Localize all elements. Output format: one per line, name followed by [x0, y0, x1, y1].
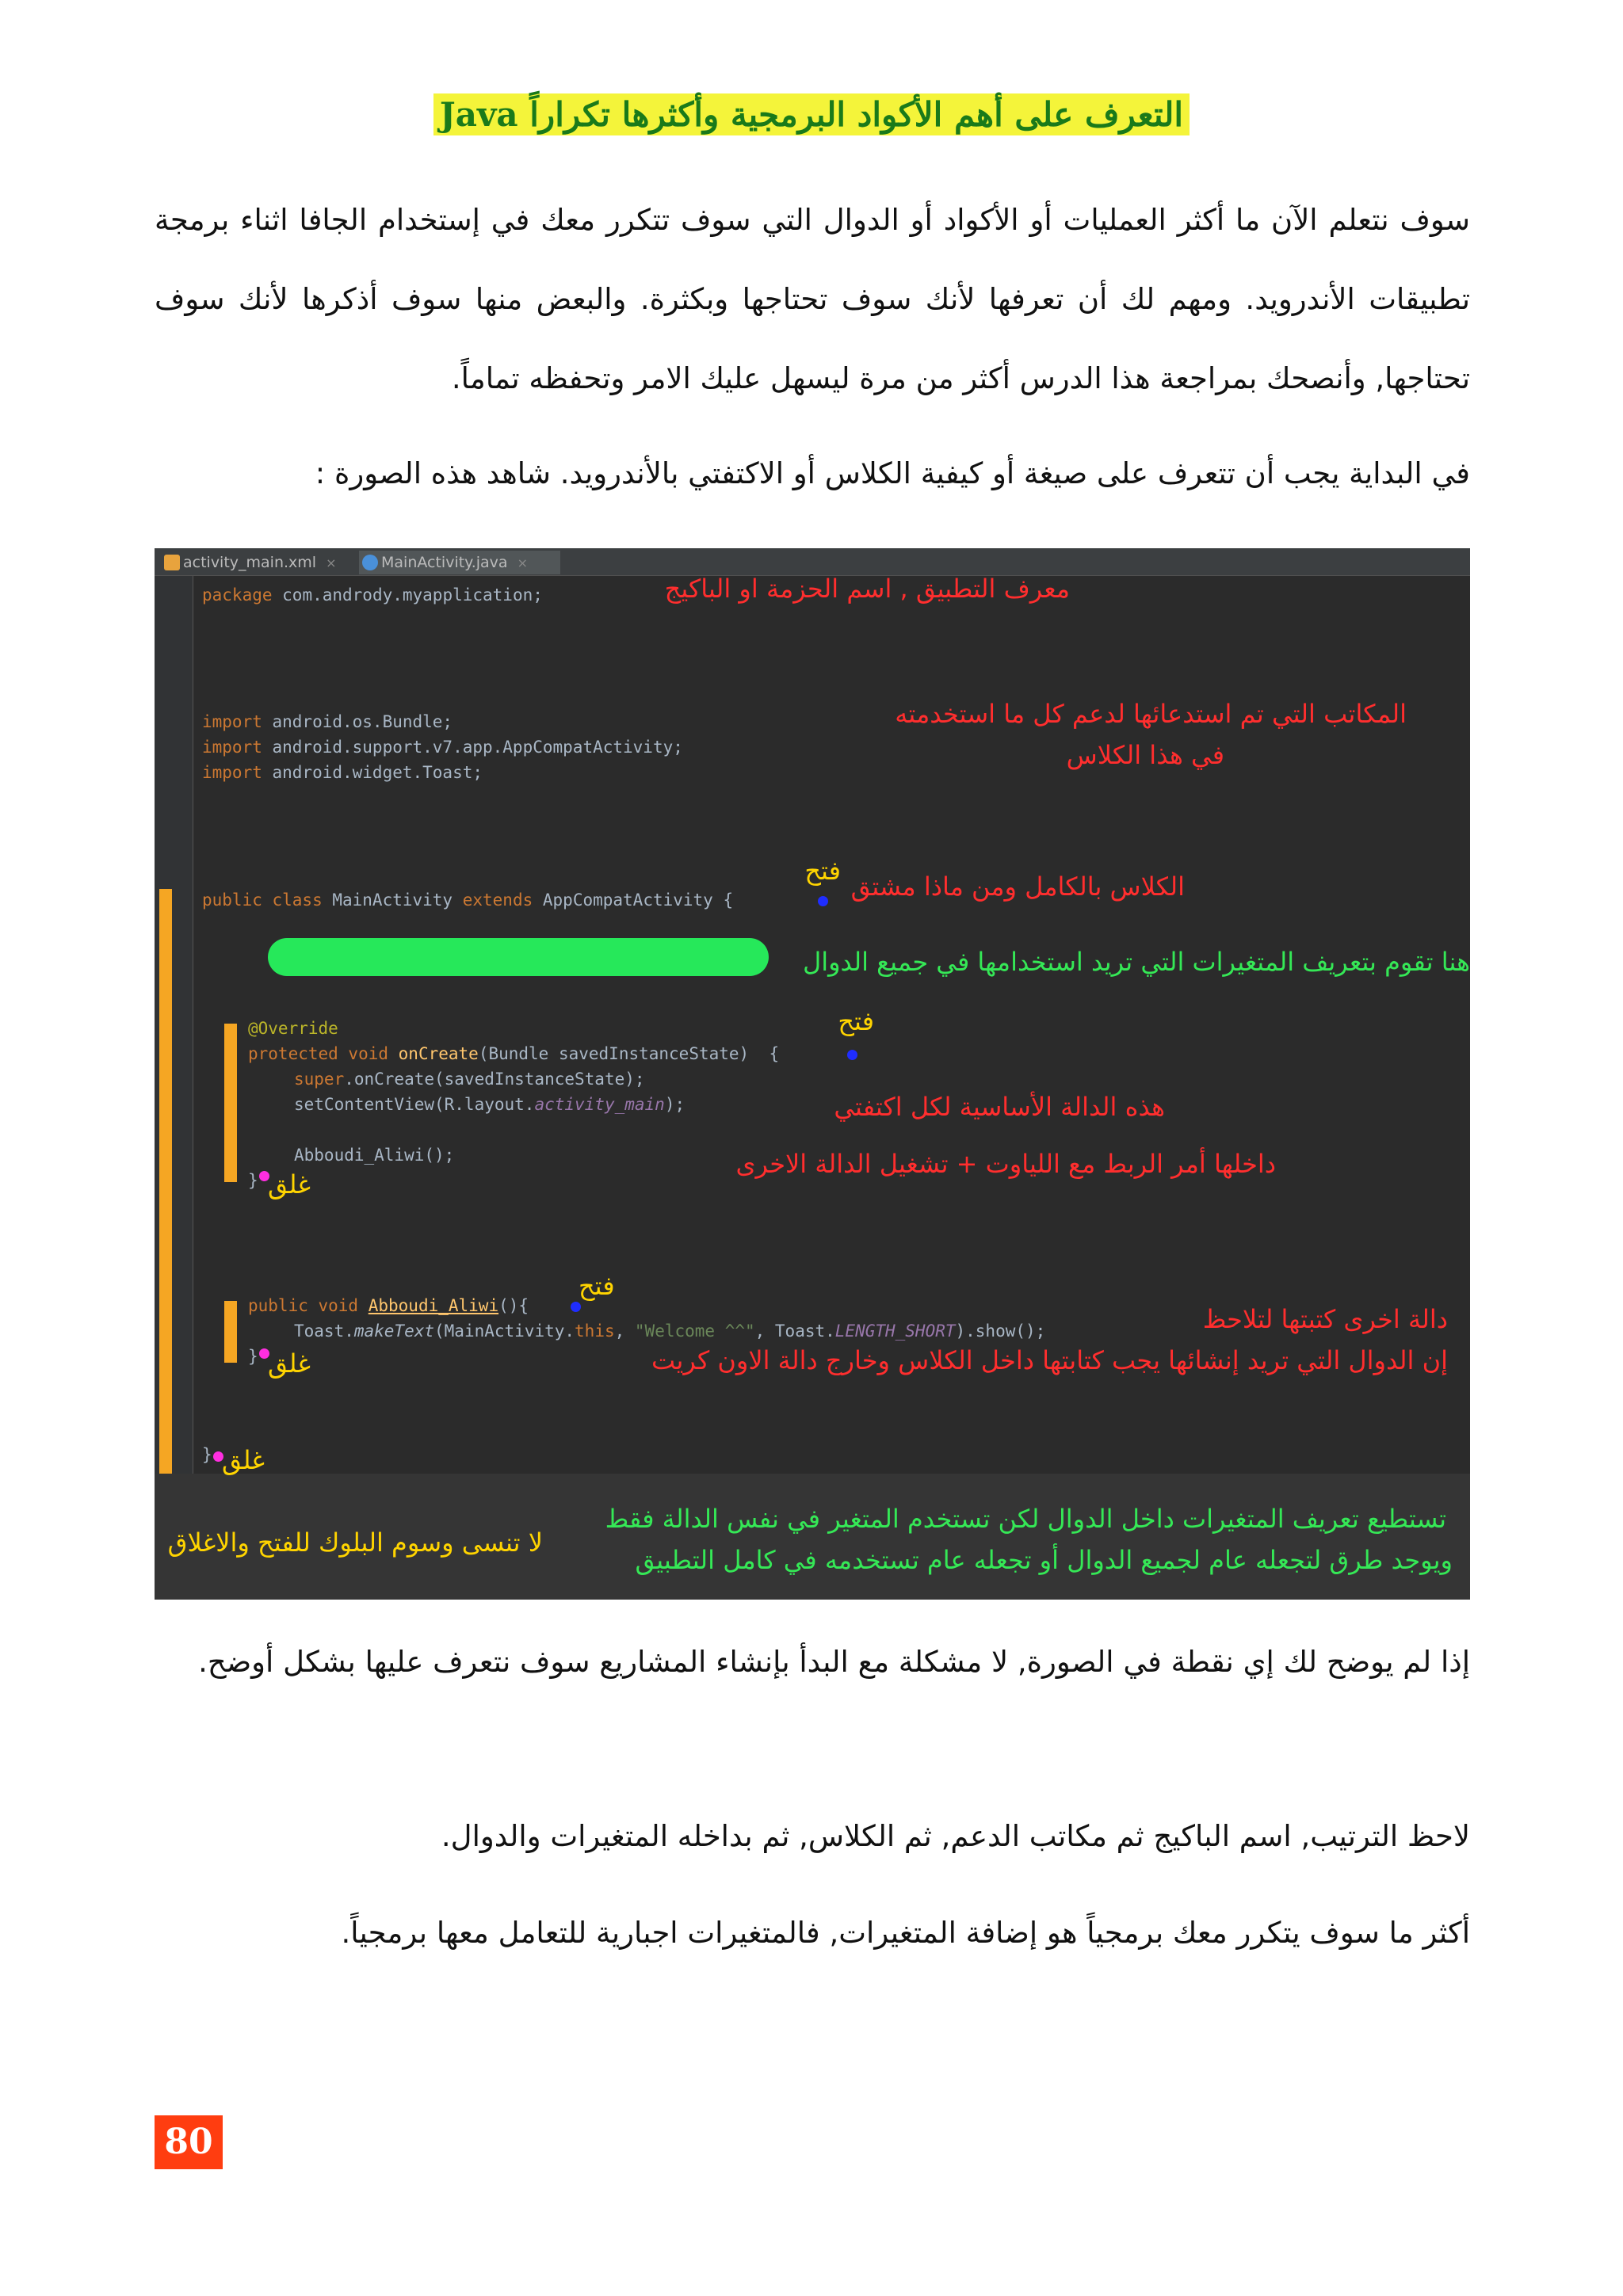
code-text: AppCompatActivity { [533, 891, 734, 910]
code-text: android.support.v7.app.AppCompatActivity; [262, 738, 683, 757]
code-text: } [202, 1445, 212, 1464]
open-label: فتح [579, 1271, 615, 1301]
close-label: غلق [268, 1348, 311, 1379]
code-text: ).show(); [955, 1322, 1046, 1341]
code-text: MainActivity [322, 891, 463, 910]
class-note: الكلاس بالكامل ومن ماذا مشتق [850, 871, 1185, 902]
imports-note: في هذا الكلاس [1066, 740, 1224, 770]
code-import-line [202, 711, 453, 733]
order-paragraph: لاحظ الترتيب, اسم الباكيج ثم مكاتب الدعم, ثم الكلاس, ثم بداخله المتغيرات والدوال. [441, 1819, 1470, 1853]
code-keyword: package [202, 585, 273, 605]
code-keyword: public class [202, 891, 323, 910]
tab-main-activity-java[interactable] [359, 551, 560, 574]
code-keyword: extends [462, 891, 533, 910]
code-text: } [248, 1171, 258, 1190]
code-class-close-brace [202, 1444, 212, 1466]
code-field: activity_main [534, 1095, 665, 1114]
code-text: , [614, 1322, 635, 1341]
code-method-line [248, 1295, 529, 1317]
code-string: "Welcome ^^" [634, 1322, 755, 1341]
code-keyword: public void [248, 1296, 359, 1315]
intro-paragraph: سوف نتعلم الآن ما أكثر العمليات أو الأكواد أو الدوال التي سوف تتكرر معك في إستخدام الجافا اثناء برمجة تطبيقات الأندرويد. ومهم لك أن تعرفها لأنك سوف تحتاجها وبكثرة. والبعض منها سوف أذكرها لأنك سوف تحتاجها, وأنصحك بمراجعة هذا الدرس أكثر من مرة ليسهل عليك الامر وتحفظه تماماً. [155, 203, 1470, 395]
code-super-line [294, 1068, 645, 1090]
code-keyword: import [202, 712, 262, 731]
open-marker-dot [818, 896, 828, 906]
open-marker-dot [847, 1050, 857, 1060]
code-import-line [202, 761, 483, 784]
code-setcontent-line [294, 1093, 685, 1116]
code-text: Toast. [294, 1322, 354, 1341]
method-block-bar [224, 1301, 237, 1363]
class-block-bar [159, 889, 172, 1482]
code-close-brace [248, 1169, 258, 1192]
code-text: (Bundle savedInstanceState) { [478, 1044, 780, 1063]
code-function: Abboudi_Aliwi [368, 1296, 499, 1315]
code-keyword: import [202, 738, 262, 757]
code-method: makeText [353, 1322, 435, 1341]
package-note: معرف التطبيق , اسم الحزمة او الباكيج [664, 574, 1070, 604]
close-icon[interactable]: × [326, 555, 337, 570]
close-icon[interactable]: × [517, 555, 528, 570]
code-keyword: import [202, 763, 262, 782]
ide-screenshot [155, 548, 1470, 1600]
code-override-line [248, 1017, 338, 1039]
oncreate-block-bar [224, 1024, 237, 1182]
code-close-brace [248, 1345, 258, 1367]
code-keyword: super [294, 1070, 345, 1089]
page-title-text: التعرف على أهم الأكواد البرمجية وأكثرها تكراراً Java [433, 93, 1190, 135]
code-annotation: @Override [248, 1019, 338, 1038]
code-text: (MainActivity. [434, 1322, 575, 1341]
page-number: 80 [155, 2115, 223, 2169]
variables-paragraph: أكثر ما سوف يتكرر معك برمجياً هو إضافة المتغيرات, فالمتغيرات اجبارية للتعامل معها برمجياً. [341, 1916, 1470, 1950]
java-class-icon [362, 555, 378, 570]
method-note: دالة اخرى كتبتها لتلاحظ [1202, 1304, 1448, 1334]
tab-label: activity_main.xml [183, 554, 317, 571]
code-class-line [202, 889, 733, 911]
image-intro-paragraph: في البداية يجب أن تتعرف على صيغة أو كيفية الكلاس أو الاكتفتي بالأندرويد. شاهد هذه الصورة : [315, 456, 1470, 490]
after-image-paragraph: إذا لم يوضح لك إي نقطة في الصورة, لا مشكلة مع البدأ بإنشاء المشاريع سوف نتعرف عليها بشكل أوضح. [198, 1645, 1470, 1679]
page-title [0, 93, 1623, 135]
imports-note: المكاتب التي تم استدعائها لدعم كل ما استخدمته [895, 699, 1407, 729]
open-label: فتح [838, 1006, 874, 1036]
scope-note: ويوجد طرق لتجعله عام لجميع الدوال أو تجعله عام تستخدمه في كامل التطبيق [635, 1545, 1453, 1575]
xml-file-icon [164, 555, 180, 570]
tab-label: MainActivity.java [381, 554, 508, 571]
oncreate-note: هذه الدالة الأساسية لكل اكتفتي [834, 1092, 1165, 1122]
code-call-line [294, 1144, 454, 1166]
editor-tab-bar [155, 548, 1470, 576]
code-text: setContentView(R.layout. [294, 1095, 535, 1114]
variables-note: هنا تقوم بتعريف المتغيرات التي تريد استخدامها في جميع الدوال [802, 947, 1470, 977]
oncreate-note: داخلها أمر الربط مع اللياوت + تشغيل الدالة الاخرى [735, 1149, 1276, 1179]
code-keyword: this [575, 1322, 615, 1341]
variables-highlight [268, 938, 769, 976]
code-text: Abboudi_Aliwi(); [294, 1146, 455, 1165]
close-label: غلق [222, 1445, 265, 1475]
code-oncreate-line [248, 1043, 779, 1065]
code-import-line [202, 736, 683, 758]
code-text: android.os.Bundle; [262, 712, 453, 731]
code-text: .onCreate(savedInstanceState); [344, 1070, 645, 1089]
code-constant: LENGTH_SHORT [834, 1322, 956, 1341]
code-function: onCreate [388, 1044, 479, 1063]
open-marker-dot [571, 1302, 581, 1312]
close-label: غلق [268, 1169, 311, 1199]
code-text: } [248, 1347, 258, 1366]
code-text: com.andrody.myapplication; [272, 585, 543, 605]
open-label: فتح [804, 856, 841, 886]
method-note: إن الدوال التي تريد إنشائها يجب كتابتها داخل الكلاس وخارج دالة الاون كريت [651, 1345, 1448, 1375]
code-package-line [202, 584, 543, 606]
code-keyword: protected void [248, 1044, 389, 1063]
code-text: ); [664, 1095, 685, 1114]
code-text: (){ [498, 1296, 529, 1315]
code-toast-line [294, 1320, 1045, 1342]
scope-note: تستطيع تعريف المتغيرات داخل الدوال لكن تستخدم المتغير في نفس الدالة فقط [605, 1504, 1446, 1534]
code-text: android.widget.Toast; [262, 763, 483, 782]
block-note: لا تنسى وسوم البلوك للفتح والاغلاق [167, 1527, 543, 1558]
code-text: , Toast. [754, 1322, 835, 1341]
tab-activity-main-xml[interactable] [161, 551, 373, 574]
